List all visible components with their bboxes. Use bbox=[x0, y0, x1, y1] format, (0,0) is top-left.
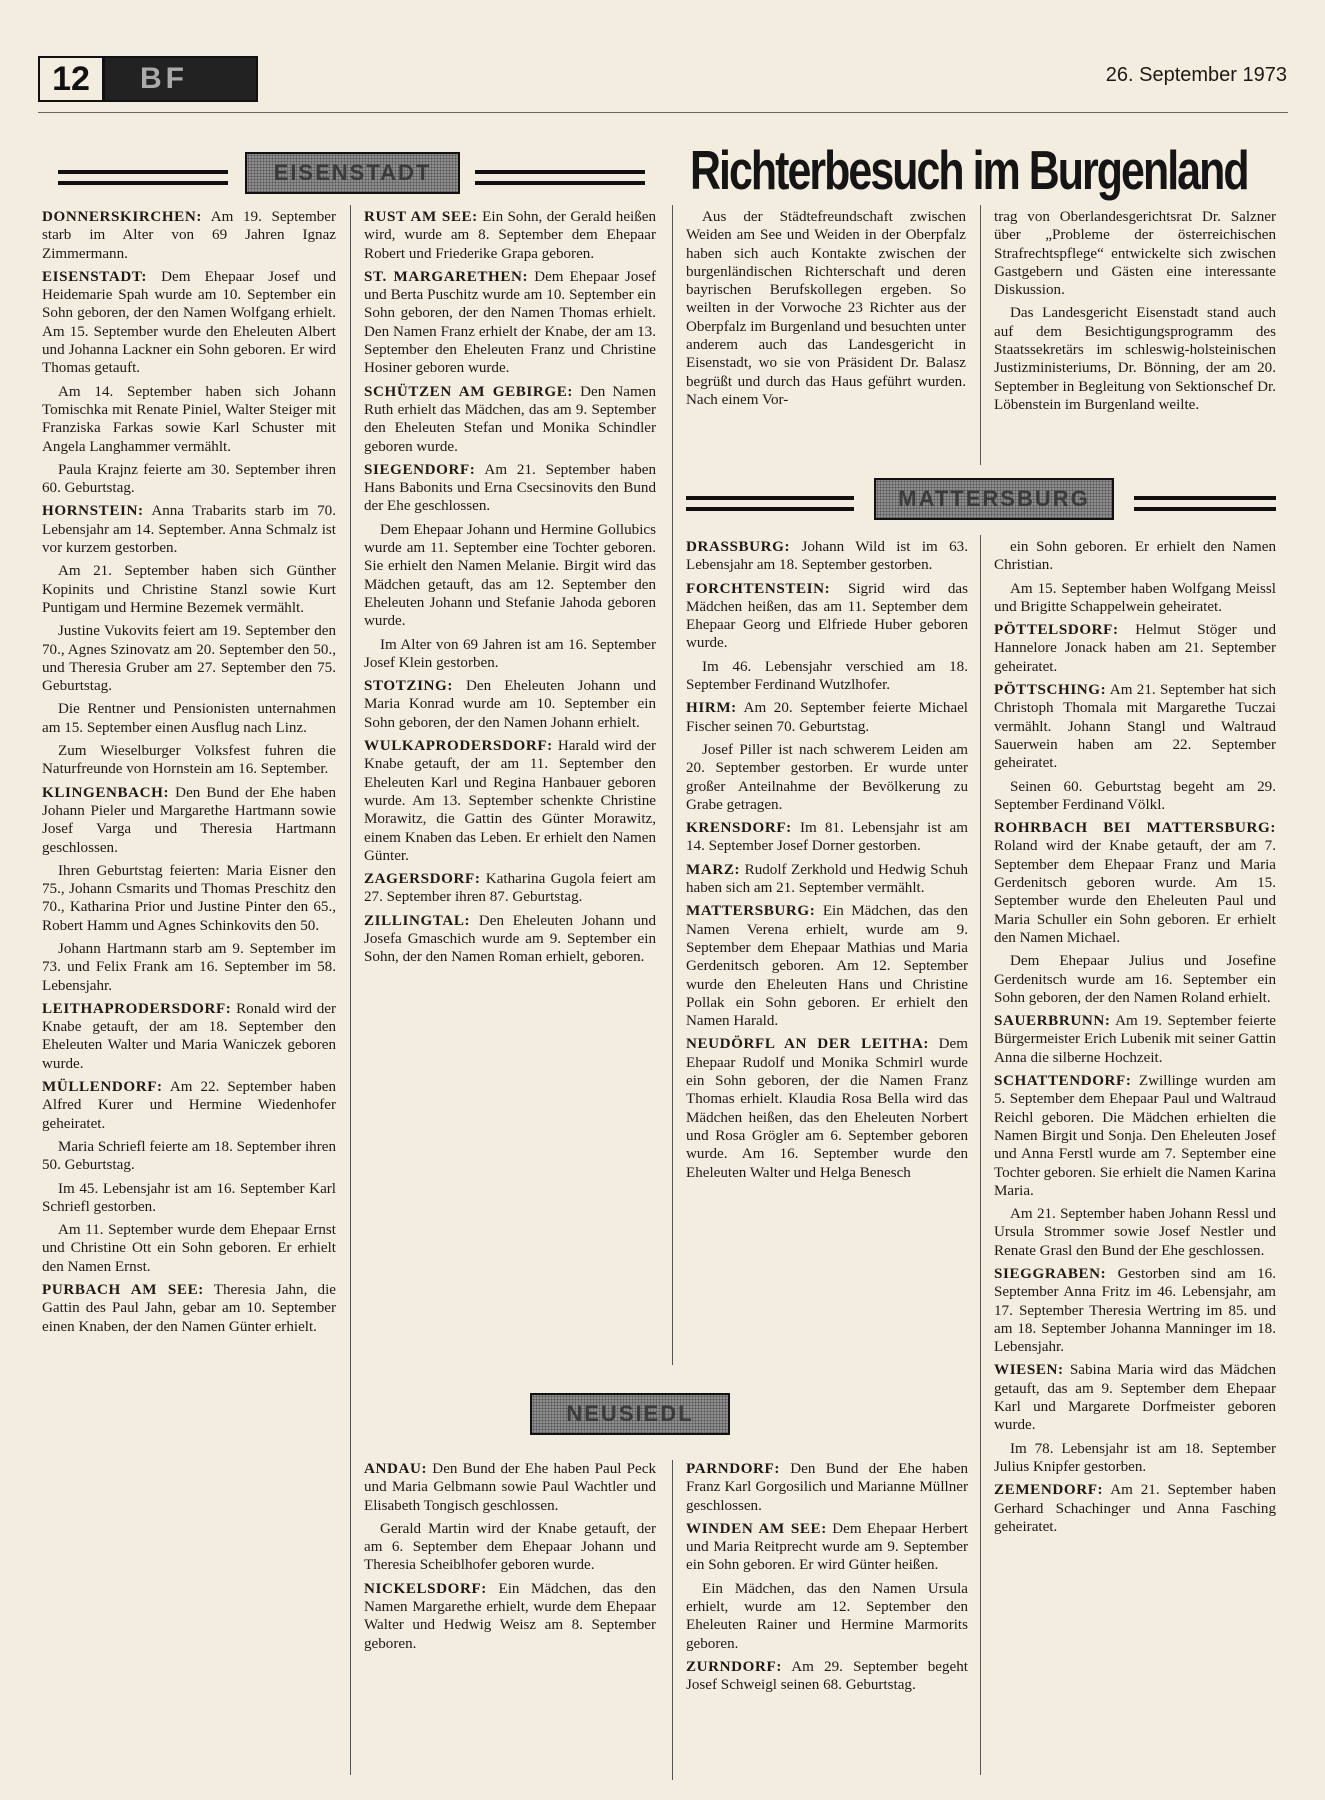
notice-text: Dem Ehepaar Johann und Hermine Gollubics wurde am 11. September eine Tochter geboren. Sie erhielt den Namen Melanie. Birgit wird das Mädchen getauft, das am 12. September den Eheleuten Johann und Stefanie Jahoda geboren wurde. bbox=[364, 521, 656, 630]
notice-text: ein Sohn geboren. Er erhielt den Namen Christian. bbox=[994, 539, 1276, 574]
notice-text: Am 15. September haben Wolfgang Meissl und Brigitte Schappelwein geheiratet. bbox=[994, 580, 1276, 615]
notice-paragraph bbox=[42, 622, 336, 695]
notice-text: Justine Vukovits feiert am 19. September den 70., Agnes Szinovatz am 20. September den 50., und Theresia Gruber am 27. September den 75. Geburtstag. bbox=[42, 623, 336, 695]
notice-text: Seinen 60. Geburtstag begeht am 29. September Ferdinand Völkl. bbox=[994, 778, 1276, 813]
place-name: ZAGERSDORF: bbox=[364, 871, 481, 888]
notice-text: Im 45. Lebensjahr ist am 16. September Karl Schriefl gestorben. bbox=[42, 1180, 336, 1215]
place-name: WULKAPRODERSDORF: bbox=[364, 738, 553, 755]
place-name: ZURNDORF: bbox=[686, 1658, 782, 1675]
notice-paragraph bbox=[994, 952, 1276, 1007]
notice-paragraph bbox=[42, 742, 336, 779]
notice-paragraph bbox=[42, 1138, 336, 1175]
notice-text: Johann Hartmann starb am 9. September im 73. und Felix Frank am 16. September im 58. Lebensjahr. bbox=[42, 940, 336, 994]
place-name: PARNDORF: bbox=[686, 1461, 780, 1477]
notice-paragraph bbox=[686, 699, 968, 736]
notice-text: Helmut Stöger und Hannelore Jonack haben am 21. September geheiratet. bbox=[994, 622, 1276, 675]
notice-text: Dem Ehepaar Herbert und Maria Reitprecht wurde am 9. September ein Sohn geboren. Er wird Günter heißen. bbox=[686, 1520, 968, 1574]
notice-paragraph bbox=[686, 1460, 968, 1515]
notice-text: Am 21. September hat sich Christoph Thomala mit Margarethe Tuczai vermählt. Johann Stangl und Waltraud Sauerwein haben am 22. September geheiratet. bbox=[994, 682, 1276, 772]
notice-paragraph bbox=[686, 1520, 968, 1575]
column-eisenstadt-1 bbox=[42, 208, 336, 1341]
column-mattersburg-2 bbox=[994, 538, 1276, 1541]
notice-paragraph bbox=[364, 461, 656, 516]
notice-paragraph bbox=[364, 737, 656, 865]
notice-paragraph bbox=[42, 1281, 336, 1336]
place-name: NICKELSDORF: bbox=[364, 1580, 487, 1597]
notice-text: Den Namen Ruth erhielt das Mädchen, das am 9. September den Eheleuten Stefan und Monika Schindler geboren wurde. bbox=[364, 383, 656, 455]
place-name: STOTZING: bbox=[364, 678, 454, 695]
column-neusiedl-1 bbox=[364, 1460, 656, 1658]
notice-text: Zum Wieselburger Volksfest fuhren die Naturfreunde von Hornstein am 16. September. bbox=[42, 743, 336, 778]
place-name: SCHATTENDORF: bbox=[994, 1073, 1132, 1090]
notice-text: Den Eheleuten Johann und Josefa Gmaschich wurde am 9. September ein Sohn, der den Namen Roman erhielt, geboren. bbox=[364, 912, 656, 966]
notice-text: Am 21. September haben Hans Babonits und Erna Csecsinovits den Bund der Ehe geschlossen. bbox=[364, 461, 656, 515]
notice-paragraph bbox=[686, 538, 968, 575]
section-banner-mattersburg: MATTERSBURG bbox=[874, 478, 1114, 520]
header-rule bbox=[38, 112, 1288, 113]
place-name: NEUDÖRFL AN DER LEITHA: bbox=[686, 1036, 930, 1053]
notice-paragraph bbox=[994, 778, 1276, 815]
notice-paragraph bbox=[994, 1205, 1276, 1260]
notice-paragraph bbox=[686, 1658, 968, 1695]
notice-paragraph bbox=[364, 870, 656, 907]
notice-paragraph bbox=[42, 208, 336, 263]
notice-paragraph bbox=[42, 862, 336, 935]
place-name: SAUERBRUNN: bbox=[994, 1013, 1111, 1030]
place-name: ZEMENDORF: bbox=[994, 1482, 1104, 1499]
notice-paragraph bbox=[686, 1035, 968, 1181]
notice-paragraph bbox=[364, 1460, 656, 1515]
article-paragraph: Aus der Städtefreundschaft zwischen Weiden am See und Weiden in der Oberpfalz haben sich auch Kontakte zwischen der burgenländischen Richterschaft und deren bayrischen Berufskollegen ergeben. So weilten in der Vorwoche 23 Richter aus der Oberpfalz im Burgenland und besuchten unter anderem auch das Landesgericht in Eisenstadt, wo sie von Präsident Dr. Balasz begrüßt und durch das Haus geführt wurden. Nach einem Vor- bbox=[686, 209, 966, 408]
place-name: ST. MARGARETHEN: bbox=[364, 268, 529, 285]
notice-paragraph bbox=[994, 681, 1276, 772]
notice-text: Im 78. Lebensjahr ist am 18. September Julius Knipfer gestorben. bbox=[994, 1440, 1276, 1475]
notice-paragraph bbox=[686, 580, 968, 653]
notice-text: Josef Piller ist nach schwerem Leiden am 20. September gestorben. Er wurde unter großer Anteilnahme der Bevölkerung zu Grabe getragen. bbox=[686, 741, 968, 813]
notice-text: Katharina Gugola feiert am 27. September ihren 87. Geburtstag. bbox=[364, 871, 656, 906]
place-name: HORNSTEIN: bbox=[42, 503, 144, 520]
notice-text: Am 20. September feierte Michael Fischer seinen 70. Geburtstag. bbox=[686, 700, 968, 735]
banner-rule-left bbox=[58, 170, 228, 185]
notice-text: Am 22. September haben Alfred Kurer und Hermine Wiedenhofer geheiratet. bbox=[42, 1079, 336, 1132]
notice-paragraph bbox=[42, 784, 336, 857]
notice-paragraph bbox=[42, 700, 336, 737]
place-name: KLINGENBACH: bbox=[42, 784, 170, 801]
notice-text: Am 29. September begeht Josef Schweigl seinen 68. Geburtstag. bbox=[686, 1658, 968, 1694]
notice-text: Roland wird der Knabe getauft, der am 7. September dem Ehepaar Franz und Maria Gerdenitsch geboren wurde. Am 15. September wurde den Eheleuten Paul und Maria Schuller ein Sohn geboren. Er erhielt den Namen Michael. bbox=[994, 838, 1276, 946]
place-name: ZILLINGTAL: bbox=[364, 912, 471, 929]
notice-paragraph bbox=[686, 861, 968, 898]
notice-text: Zwillinge wurden am 5. September dem Ehepaar Paul und Waltraud Reichl geboren. Die Mädchen erhielten die Namen Birgit und Sonja. Den Eheleuten Josef und Anna Ferstl wurde am 7. September eine Tochter geboren. Sie erhielt die Namen Karina Maria. bbox=[994, 1073, 1276, 1199]
article-paragraph: trag von Oberlandesgerichtsrat Dr. Salzner über „Probleme der österreichischen Strafrechtspflege“ entwickelte sich zwischen Gastgebern und Gästen eine interessante Diskussion. bbox=[994, 209, 1276, 299]
column-neusiedl-2 bbox=[686, 1460, 968, 1700]
notice-text: Am 21. September haben Johann Ressl und Ursula Strommer sowie Josef Nestler und Renate Grasl den Bund der Ehe geschlossen. bbox=[994, 1206, 1276, 1259]
column-eisenstadt-2 bbox=[364, 208, 656, 972]
place-name: SIEGGRABEN: bbox=[994, 1265, 1107, 1282]
place-name: PÖTTSCHING: bbox=[994, 682, 1107, 699]
place-name: KRENSDORF: bbox=[686, 820, 792, 837]
notice-text: Johann Wild ist im 63. Lebensjahr am 18. September gestorben. bbox=[686, 539, 968, 574]
notice-paragraph bbox=[364, 912, 656, 967]
place-name: SIEGENDORF: bbox=[364, 461, 476, 478]
notice-text: Am 14. September haben sich Johann Tomischka mit Renate Piniel, Walter Steiger mit Franziska Farkas sowie Karl Schuster mit Angela Langhammer vermählt. bbox=[42, 383, 336, 455]
notice-text: Im Alter von 69 Jahren ist am 16. September Josef Klein gestorben. bbox=[364, 636, 656, 671]
notice-paragraph bbox=[994, 621, 1276, 676]
notice-paragraph bbox=[42, 1000, 336, 1073]
section-code: BF bbox=[140, 62, 188, 95]
notice-paragraph bbox=[42, 502, 336, 557]
notice-text: Sigrid wird das Mädchen heißen, das am 11. September dem Ehepaar Georg und Elfriede Huber geboren wurde. bbox=[686, 580, 968, 652]
column-mattersburg-1 bbox=[686, 538, 968, 1187]
notice-paragraph bbox=[364, 383, 656, 456]
notice-paragraph bbox=[994, 1265, 1276, 1356]
column-divider bbox=[672, 205, 673, 1365]
notice-text: Gerald Martin wird der Knabe getauft, der am 6. September dem Ehepaar Johann und Theresia Scheiblhofer geboren wurde. bbox=[364, 1520, 656, 1574]
notice-paragraph bbox=[686, 902, 968, 1030]
section-banner-eisenstadt: EISENSTADT bbox=[245, 152, 460, 194]
article-paragraph: Das Landesgericht Eisenstadt stand auch auf dem Besichtigungsprogramm des Staatssekretärs im schleswig-holsteinischen Justizministeriums, Dr. Bönning, der am 20. September in Begleitung von Sektionschef Dr. Löbenstein im Burgenland weilte. bbox=[994, 305, 1276, 413]
notice-paragraph bbox=[994, 538, 1276, 575]
page-number-box bbox=[38, 56, 258, 102]
notice-paragraph bbox=[994, 1481, 1276, 1536]
notice-text: Den Bund der Ehe haben Franz Karl Gorgosilich und Marianne Müllner geschlossen. bbox=[686, 1461, 968, 1514]
section-banner-neusiedl: NEUSIEDL bbox=[530, 1393, 730, 1435]
notice-paragraph bbox=[42, 940, 336, 995]
notice-paragraph bbox=[994, 1072, 1276, 1200]
place-name: FORCHTENSTEIN: bbox=[686, 580, 831, 597]
notice-text: Dem Ehepaar Josef und Heidemarie Spah wurde am 10. September ein Sohn geboren, der den Namen Wolfgang erhielt. Am 15. September wurde den Eheleuten Albert und Johanna Lackner ein Sohn geboren. Er wird Thomas getauft. bbox=[42, 268, 336, 377]
notice-text: Theresia Jahn, die Gattin des Paul Jahn, gebar am 10. September einen Knaben, der den Namen Günter erhielt. bbox=[42, 1282, 336, 1335]
notice-text: Am 21. September haben sich Günther Kopinits und Christine Stanzl sowie Kurt Puntigam und Hermine Bezemek vermählt. bbox=[42, 563, 336, 616]
notice-paragraph bbox=[364, 1520, 656, 1575]
notice-paragraph bbox=[364, 677, 656, 732]
column-divider bbox=[980, 205, 981, 465]
place-name: ANDAU: bbox=[364, 1461, 428, 1477]
place-name: DRASSBURG: bbox=[686, 539, 791, 555]
column-divider bbox=[980, 535, 981, 1775]
notice-text: Den Bund der Ehe haben Johann Pieler und Margarethe Hartmann sowie Josef Varga und Theresia Hartmann geschlossen. bbox=[42, 784, 336, 856]
notice-paragraph bbox=[994, 580, 1276, 617]
place-name: SCHÜTZEN AM GEBIRGE: bbox=[364, 383, 574, 400]
notice-paragraph bbox=[686, 1580, 968, 1653]
notice-text: Dem Ehepaar Julius und Josefine Gerdenitsch wurde am 16. September ein Sohn geboren, der den Namen Roland erhielt. bbox=[994, 953, 1276, 1006]
notice-text: Anna Trabarits starb im 70. Lebensjahr am 14. September. Anna Schmalz ist vor kurzem gestorben. bbox=[42, 503, 336, 557]
notice-text: Sabina Maria wird das Mädchen getauft, das am 9. September dem Ehepaar Karl und Margarete Dorfmeister geboren wurde. bbox=[994, 1362, 1276, 1434]
notice-text: Gestorben sind am 16. September Anna Fritz im 46. Lebensjahr, am 17. September Theresia Wertring im 85. und am 18. September Johanna Manninger im 18. Lebensjahr. bbox=[994, 1265, 1276, 1356]
place-name: LEITHAPRODERSDORF: bbox=[42, 1000, 232, 1017]
notice-paragraph bbox=[994, 1361, 1276, 1434]
place-name: RUST AM SEE: bbox=[364, 209, 478, 225]
place-name: ROHRBACH BEI MATTERSBURG: bbox=[994, 820, 1276, 837]
notice-text: Ein Mädchen, das den Namen Ursula erhielt, wurde am 12. September den Eheleuten Rainer und Hermine Marmorits geboren. bbox=[686, 1580, 968, 1652]
notice-text: Am 19. September starb im Alter von 69 Jahren Ignaz Zimmermann. bbox=[42, 209, 336, 262]
notice-text: Am 19. September feierte Bürgermeister Erich Lubenik mit seiner Gattin Anna die silberne Hochzeit. bbox=[994, 1013, 1276, 1066]
banner-rule-right bbox=[1134, 496, 1276, 511]
notice-paragraph bbox=[42, 461, 336, 498]
notice-text: Dem Ehepaar Rudolf und Monika Schmirl wurde ein Sohn geboren, der die Namen Franz Thomas erhielt. Klaudia Rosa Bella wird das Mädchen heißen, das den Eheleuten Norbert und Rosa Grögler am 6. September geboren wurde. Am 16. September wurde den Eheleuten Walter und Helga Benesch bbox=[686, 1036, 968, 1181]
notice-paragraph bbox=[364, 636, 656, 673]
notice-text: Ein Sohn, der Gerald heißen wird, wurde am 8. September dem Ehepaar Robert und Friederike Grapa geboren. bbox=[364, 209, 656, 262]
page-number: 12 bbox=[40, 58, 105, 100]
column-divider bbox=[350, 205, 351, 1775]
notice-paragraph bbox=[42, 1180, 336, 1217]
notice-text: Den Bund der Ehe haben Paul Peck und Maria Gelbmann sowie Paul Wachtler und Elisabeth Tongisch geschlossen. bbox=[364, 1461, 656, 1514]
place-name: PÖTTELSDORF: bbox=[994, 622, 1119, 639]
notice-text: Im 46. Lebensjahr verschied am 18. September Ferdinand Wutzlhofer. bbox=[686, 658, 968, 694]
notice-paragraph bbox=[42, 1221, 336, 1276]
notice-text: Am 11. September wurde dem Ehepaar Ernst und Christine Ott ein Sohn geboren. Er erhielt den Namen Ernst. bbox=[42, 1222, 336, 1275]
notice-paragraph bbox=[994, 1012, 1276, 1067]
notice-text: Ronald wird der Knabe getauft, der am 18. September den Eheleuten Walter und Maria Waniczek geboren wurde. bbox=[42, 1000, 336, 1072]
place-name: MARZ: bbox=[686, 861, 741, 878]
notice-paragraph bbox=[994, 1440, 1276, 1477]
notice-text: Dem Ehepaar Josef und Berta Puschitz wurde am 10. September ein Sohn geboren, der den Namen Thomas erhielt. Den Namen Franz erhielt der Knabe, der am 13. September den Eheleuten Franz und Christine Hosiner geboren wurde. bbox=[364, 268, 656, 377]
notice-text: Rudolf Zerkhold und Hedwig Schuh haben sich am 21. September vermählt. bbox=[686, 861, 968, 897]
column-divider bbox=[672, 1460, 673, 1780]
place-name: WIESEN: bbox=[994, 1362, 1064, 1379]
notice-paragraph bbox=[42, 383, 336, 456]
notice-text: Ihren Geburtstag feierten: Maria Eisner den 75., Johann Csmarits und Thomas Preschitz den 70., Katharina Prior und Justine Pinter den 65., Robert Hamm und Agnes Schinkovits den 50. bbox=[42, 862, 336, 934]
notice-paragraph bbox=[42, 268, 336, 378]
notice-paragraph bbox=[686, 741, 968, 814]
article-column-right bbox=[994, 208, 1276, 419]
issue-date: 26. September 1973 bbox=[1105, 64, 1287, 86]
notice-paragraph bbox=[686, 819, 968, 856]
notice-text: Paula Krajnz feierte am 30. September ihren 60. Geburtstag. bbox=[42, 461, 336, 497]
notice-paragraph bbox=[364, 268, 656, 378]
notice-text: Am 21. September haben Gerhard Schachinger und Anna Fasching geheiratet. bbox=[994, 1482, 1276, 1535]
place-name: EISENSTADT: bbox=[42, 268, 148, 285]
notice-paragraph bbox=[364, 1580, 656, 1653]
place-name: PURBACH AM SEE: bbox=[42, 1282, 204, 1299]
notice-text: Im 81. Lebensjahr ist am 14. September Josef Dorner gestorben. bbox=[686, 820, 968, 855]
article-column-left bbox=[686, 208, 966, 414]
banner-rule-left bbox=[686, 496, 854, 511]
place-name: WINDEN AM SEE: bbox=[686, 1520, 827, 1537]
notice-paragraph bbox=[994, 819, 1276, 947]
place-name: MÜLLENDORF: bbox=[42, 1079, 163, 1096]
notice-paragraph bbox=[42, 562, 336, 617]
notice-paragraph bbox=[42, 1078, 336, 1133]
notice-text: Ein Mädchen, das den Namen Verena erhielt, wurde am 9. September dem Ehepaar Mathias und Maria Gerdenitsch geboren. Am 12. September wurde den Eheleuten Hans und Christine Pollak ein Sohn geboren. Er erhielt den Namen Harald. bbox=[686, 903, 968, 1030]
notice-paragraph bbox=[364, 208, 656, 263]
notice-text: Den Eheleuten Johann und Maria Konrad wurde am 10. September ein Sohn geboren, der den Namen Johann erhielt. bbox=[364, 678, 656, 731]
place-name: HIRM: bbox=[686, 700, 737, 717]
notice-text: Die Rentner und Pensionisten unternahmen am 15. September einen Ausflug nach Linz. bbox=[42, 701, 336, 736]
place-name: DONNERSKIRCHEN: bbox=[42, 209, 202, 225]
notice-text: Maria Schriefl feierte am 18. September ihren 50. Geburtstag. bbox=[42, 1138, 336, 1174]
place-name: MATTERSBURG: bbox=[686, 903, 816, 920]
notice-paragraph bbox=[364, 521, 656, 631]
notice-paragraph bbox=[686, 658, 968, 695]
notice-text: Ein Mädchen, das den Namen Margarethe erhielt, wurde dem Ehepaar Walter und Hedwig Weisz am 8. September geboren. bbox=[364, 1580, 656, 1652]
notice-text: Harald wird der Knabe getauft, der am 11. September den Eheleuten Karl und Regina Hanbauer geboren wurde. Am 13. September schenkte Christine Morawitz, die Gattin des Günter Morawitz, einem Knaben das Leben. Er erhielt den Namen Günter. bbox=[364, 738, 656, 864]
article-headline: Richterbesuch im Burgenland bbox=[690, 139, 1248, 201]
banner-rule-right bbox=[475, 170, 645, 185]
